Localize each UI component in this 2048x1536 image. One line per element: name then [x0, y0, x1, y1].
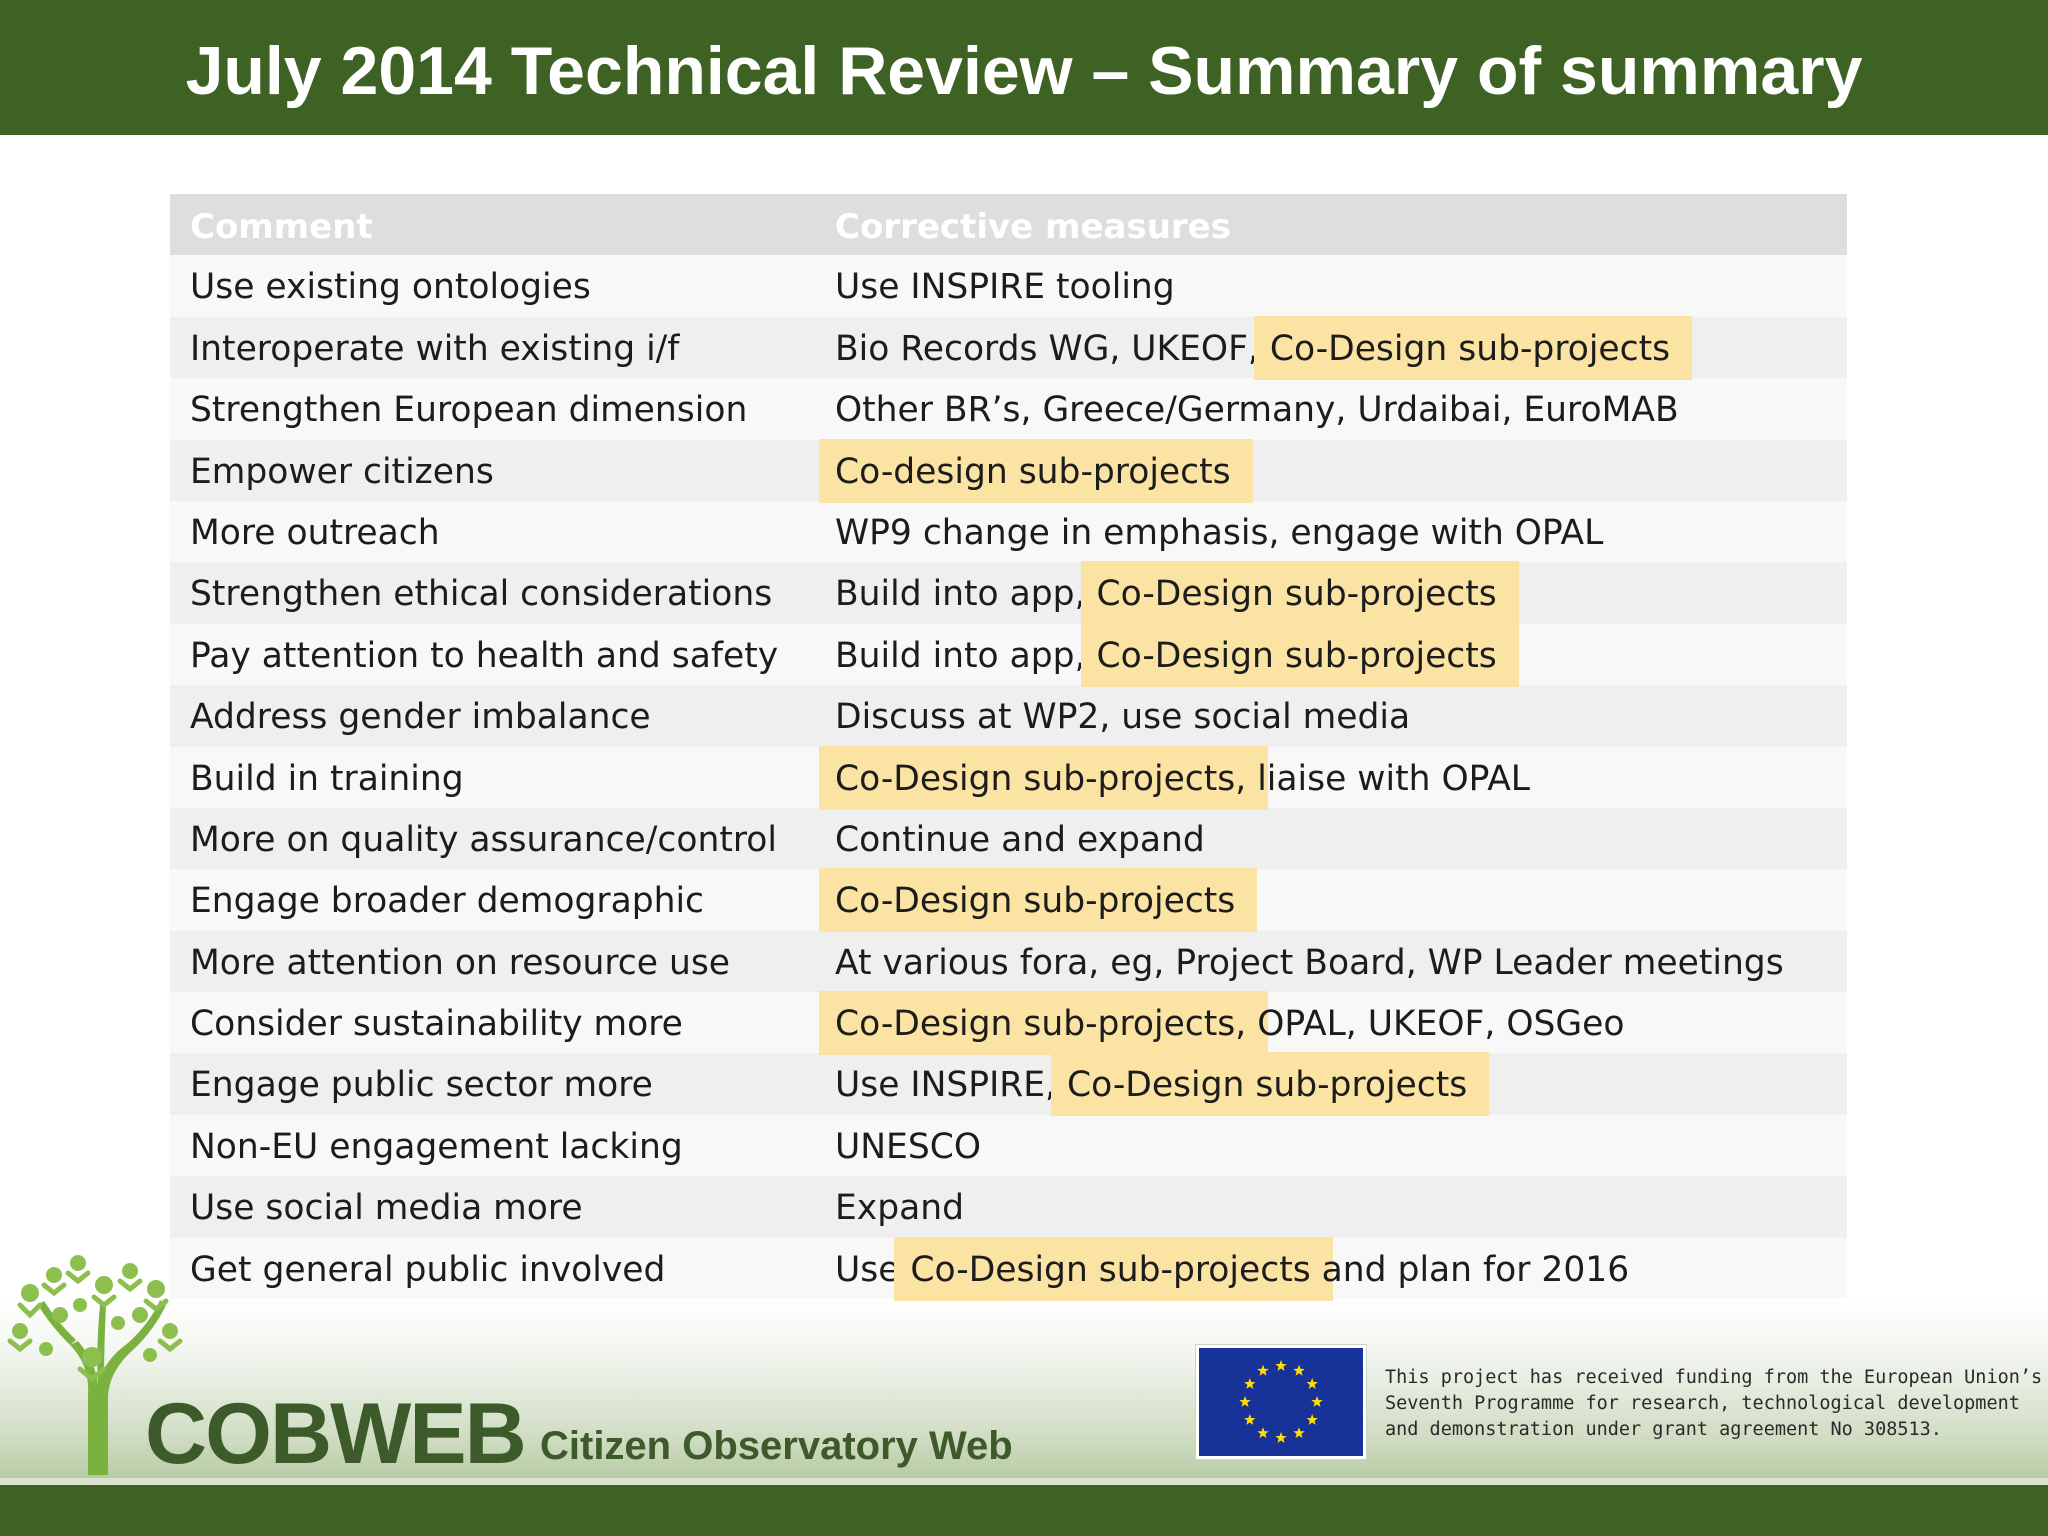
measure-text: Continue and expand [835, 819, 1205, 860]
measure-cell [835, 808, 1205, 869]
table-row [170, 685, 1847, 746]
comment-cell: Get general public involved [190, 1249, 666, 1290]
comment-cell: Strengthen European dimension [190, 390, 748, 431]
measure-text: Build into app, [835, 574, 1097, 615]
highlighted-measure: Co-Design sub-projects [835, 881, 1236, 922]
measure-text: UNESCO [835, 1126, 982, 1167]
measure-text: OPAL, UKEOF, OSGeo [1246, 1004, 1625, 1045]
comment-cell: Build in training [190, 758, 464, 799]
table-row [170, 869, 1847, 930]
header-corrective-measures: Corrective measures [835, 207, 1231, 247]
summary-table [170, 194, 1847, 1299]
eu-flag-icon [1195, 1344, 1367, 1460]
table-row [170, 1115, 1847, 1176]
highlighted-measure: Co-Design sub-projects [1096, 635, 1497, 676]
measure-text: Discuss at WP2, use social media [835, 697, 1411, 738]
funding-line: Seventh Programme for research, technological development [1385, 1393, 2020, 1414]
measure-cell [835, 1115, 981, 1176]
measure-cell [835, 501, 1603, 562]
footer-bar [0, 1485, 2048, 1536]
measure-cell [835, 562, 1497, 623]
measure-text: At various fora, eg, Project Board, WP Leader meetings [835, 942, 1784, 983]
comment-cell: Non-EU engagement lacking [190, 1126, 683, 1167]
table-header-row [170, 194, 1847, 255]
funding-notice [1385, 1365, 2043, 1443]
highlighted-measure: Co-design sub-projects [835, 451, 1231, 492]
measure-cell [835, 931, 1784, 992]
measure-text: Other BR’s, Greece/Germany, Urdaibai, EuroMAB [835, 390, 1679, 431]
table-row [170, 992, 1847, 1053]
measure-cell [835, 1053, 1467, 1114]
funding-line: This project has received funding from the European Union’s [1385, 1367, 2043, 1388]
table-row [170, 378, 1847, 439]
measure-cell [835, 317, 1670, 378]
highlighted-measure: Co-Design sub-projects [1066, 1065, 1468, 1106]
measure-cell [835, 440, 1231, 501]
comment-cell: Pay attention to health and safety [190, 635, 779, 676]
comment-cell: Strengthen ethical considerations [190, 574, 773, 615]
table-row [170, 1176, 1847, 1237]
table-row [170, 1238, 1847, 1299]
highlighted-measure: Co-Design sub-projects [1269, 328, 1671, 369]
table-row [170, 501, 1847, 562]
table-row [170, 317, 1847, 378]
comment-cell: Address gender imbalance [190, 697, 651, 738]
measure-cell [835, 1176, 964, 1237]
measure-text: Bio Records WG, UKEOF, [835, 328, 1270, 369]
comment-cell: Use existing ontologies [190, 267, 591, 308]
measure-text: Build into app, [835, 635, 1097, 676]
highlighted-measure: Co-Design sub-projects, [835, 758, 1247, 799]
brand-name: COBWEB [145, 1386, 525, 1482]
comment-cell: Consider sustainability more [190, 1004, 683, 1045]
funding-line: and demonstration under grant agreement No 308513. [1385, 1419, 1942, 1440]
measure-cell [835, 747, 1530, 808]
measure-text: Use INSPIRE, [835, 1065, 1067, 1106]
measure-cell [835, 624, 1497, 685]
brand-subtitle: Citizen Observatory Web [540, 1424, 1013, 1468]
table-row [170, 1053, 1847, 1114]
slide-title: July 2014 Technical Review – Summary of summary [185, 33, 1863, 109]
table-row [170, 255, 1847, 316]
table-row [170, 747, 1847, 808]
comment-cell: More outreach [190, 512, 440, 553]
highlighted-measure: Co-Design sub-projects [910, 1249, 1311, 1290]
measure-cell [835, 378, 1679, 439]
measure-text: and plan for 2016 [1310, 1249, 1630, 1290]
comment-cell: Use social media more [190, 1188, 583, 1229]
measure-cell [835, 255, 1175, 316]
measure-cell [835, 685, 1410, 746]
comment-cell: Interoperate with existing i/f [190, 328, 680, 369]
comment-cell: More on quality assurance/control [190, 819, 777, 860]
table-row [170, 562, 1847, 623]
table-row [170, 808, 1847, 869]
table-body [170, 255, 1847, 1299]
comment-cell: More attention on resource use [190, 942, 731, 983]
measure-cell [835, 869, 1235, 930]
comment-cell: Engage public sector more [190, 1065, 653, 1106]
highlighted-measure: Co-Design sub-projects [1096, 574, 1497, 615]
measure-cell [835, 992, 1624, 1053]
comment-cell: Engage broader demographic [190, 881, 705, 922]
table-row [170, 440, 1847, 501]
comment-cell: Empower citizens [190, 451, 494, 492]
table-row [170, 624, 1847, 685]
table-row [170, 931, 1847, 992]
measure-text: WP9 change in emphasis, engage with OPAL [835, 512, 1604, 553]
measure-text: Use [835, 1249, 911, 1290]
measure-text: liaise with OPAL [1246, 758, 1531, 799]
highlighted-measure: Co-Design sub-projects, [835, 1004, 1247, 1045]
measure-text: Use INSPIRE tooling [835, 267, 1175, 308]
header-comment: Comment [190, 207, 373, 247]
measure-text: Expand [835, 1188, 965, 1229]
measure-cell [835, 1238, 1629, 1299]
